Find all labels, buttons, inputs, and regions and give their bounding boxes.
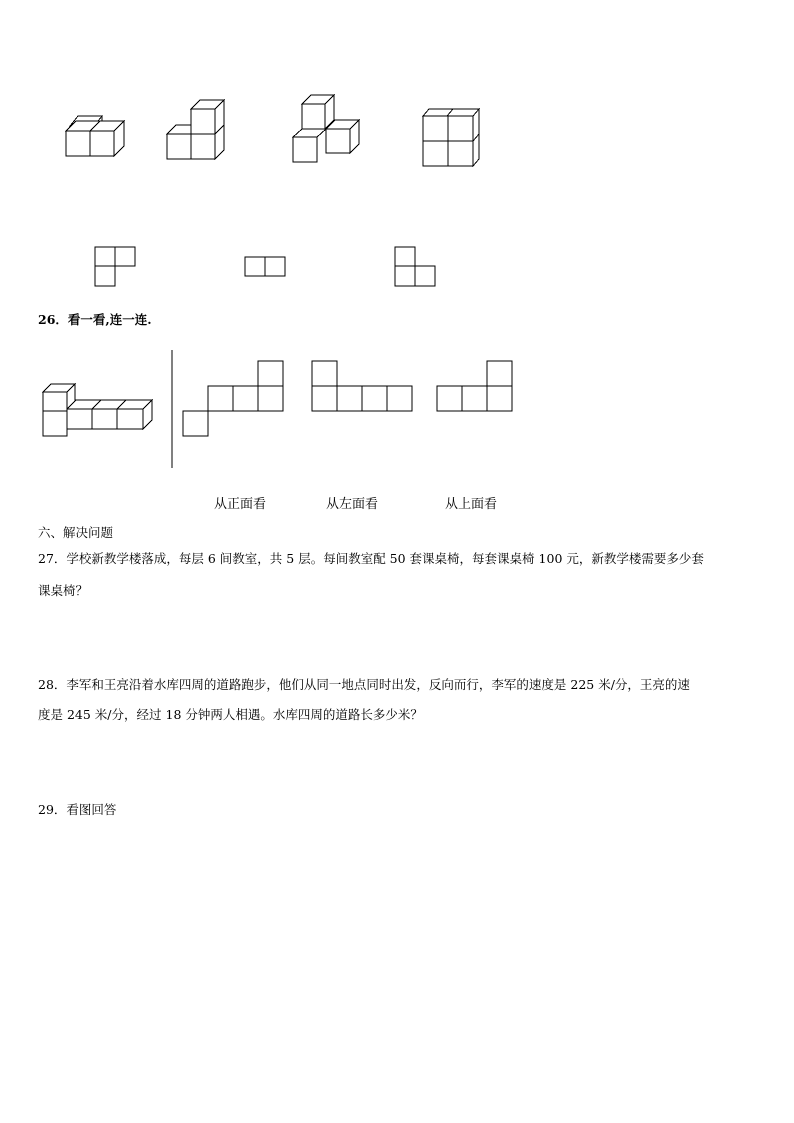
- q26-heading: [38, 312, 152, 328]
- q28-line-1: 28．李军和王亮沿着水库四周的道路跑步，他们从同一地点同时出发，反向而行，李军的速度是 225 米/分，王亮的速: [38, 677, 690, 692]
- view-shape-3: [395, 247, 435, 286]
- label-left-view: 从左面看: [326, 497, 379, 512]
- q26-view-left: [312, 361, 412, 411]
- label-top-view: 从上面看: [445, 497, 498, 512]
- q27-line-2: 课桌椅？: [38, 583, 89, 598]
- cube-solid-3: [293, 95, 359, 162]
- label-front-view: 从正面看: [214, 497, 267, 512]
- q27-line-1: 27．学校新教学楼落成，每层 6 间教室，共 5 层。每间教室配 50 套课桌椅，每套课桌椅 100 元，新教学楼需要多少套: [38, 551, 704, 566]
- q29-text: 29．看图回答: [38, 802, 117, 817]
- view-shape-1: [95, 247, 135, 286]
- q26-text: 看一看,连一连.: [67, 312, 152, 327]
- q26-view-front: [183, 361, 283, 436]
- section-title: 六、解决问题: [38, 525, 114, 540]
- q26-number: 26．: [38, 312, 68, 327]
- cube-solid-1: [66, 116, 124, 156]
- q26-cube-solid: [43, 384, 152, 436]
- q26-view-top: [437, 361, 512, 411]
- view-shape-2: [245, 257, 285, 276]
- q28-line-2: 度是 245 米/分，经过 18 分钟两人相遇。水库四周的道路长多少米？: [38, 707, 423, 722]
- cube-solid-4: [423, 109, 479, 166]
- cube-solid-2: [167, 100, 224, 159]
